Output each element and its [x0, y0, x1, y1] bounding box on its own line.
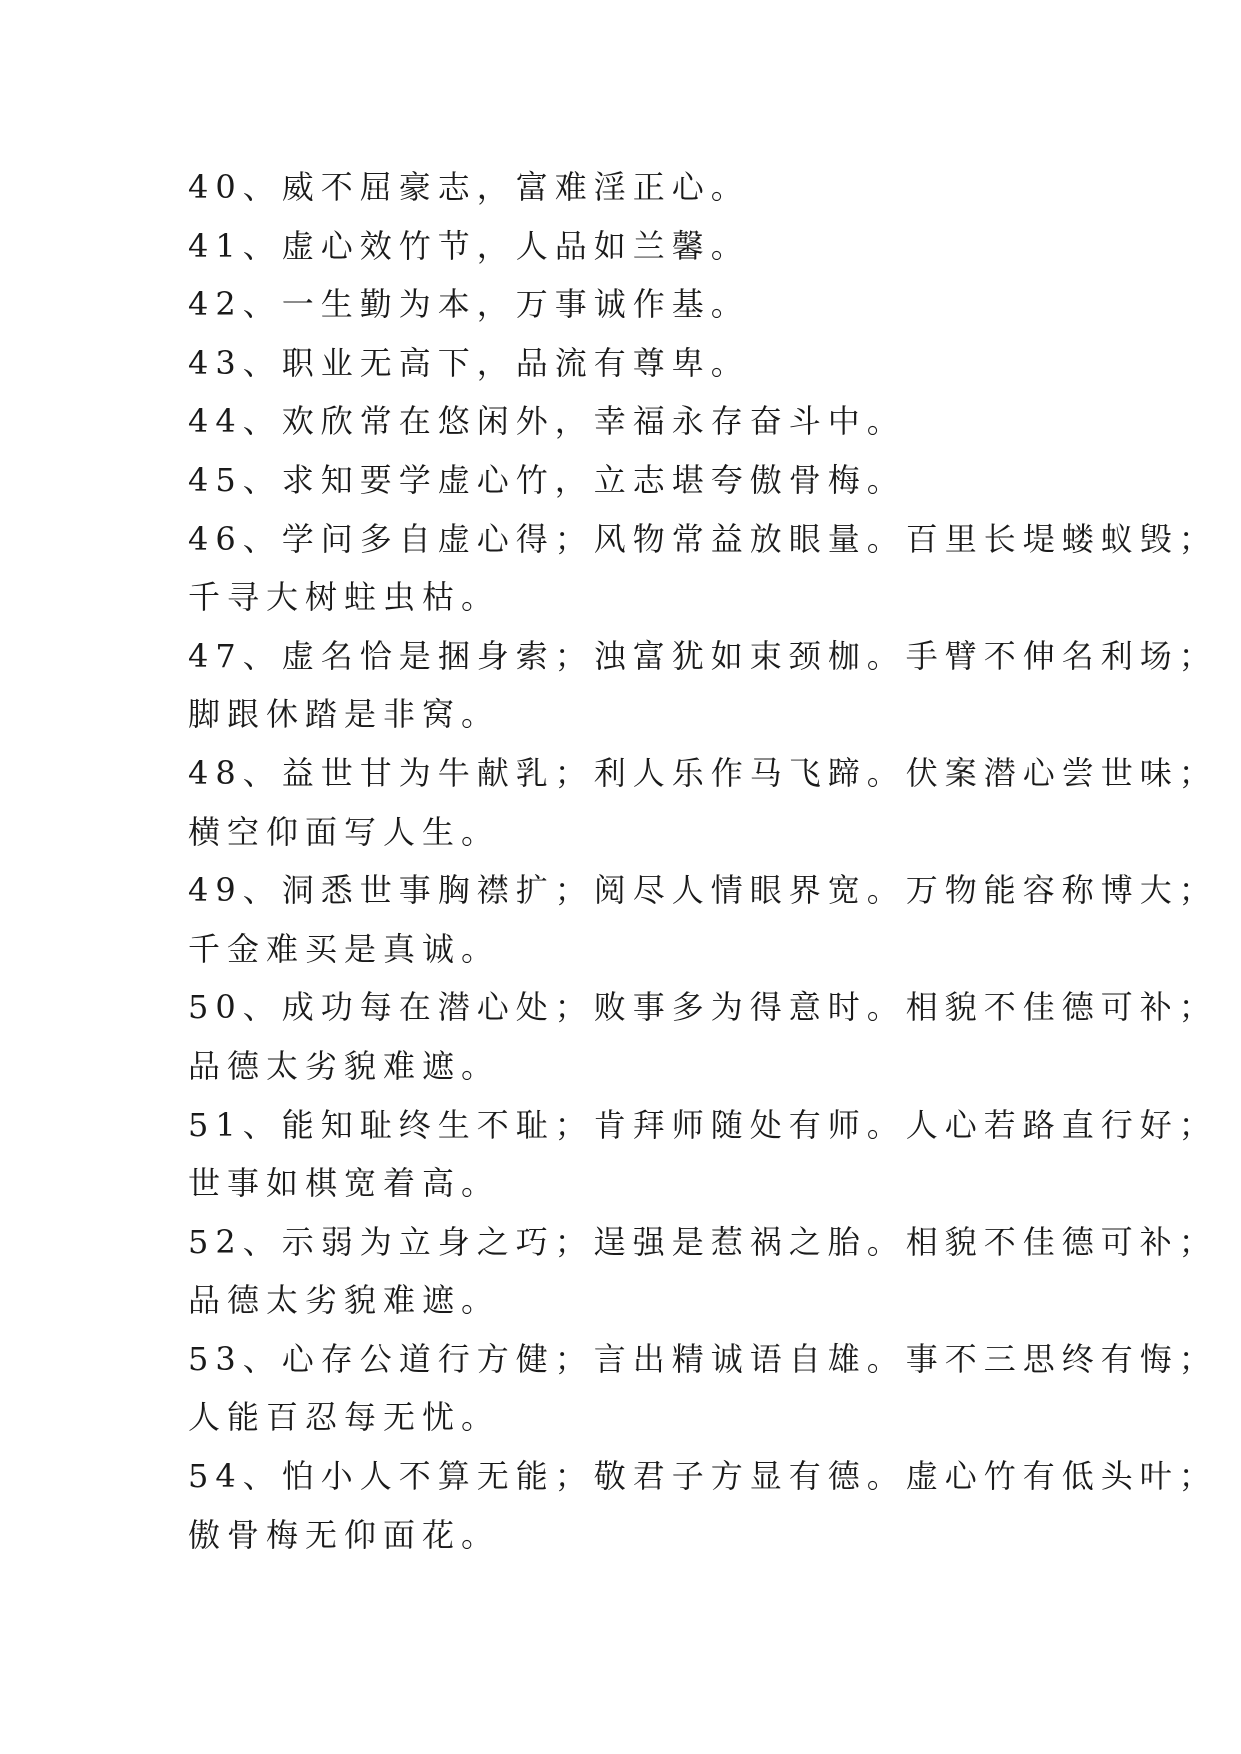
- text-line-47: 47、虚名恰是捆身索；浊富犹如束颈枷。手臂不伸名利场；: [188, 636, 1218, 675]
- text-line-49-cont: 千金难买是真诚。: [188, 929, 501, 968]
- text-line-53: 53、心存公道行方健；言出精诚语自雄。事不三思终有悔；: [188, 1339, 1218, 1378]
- text-line-46: 46、学问多自虚心得；风物常益放眼量。百里长堤蝼蚁毁；: [188, 519, 1218, 558]
- text-line-42: 42、一生勤为本，万事诚作基。: [188, 285, 750, 324]
- text-line-51: 51、能知耻终生不耻；肯拜师随处有师。人心若路直行好；: [188, 1105, 1218, 1144]
- text-body: [188, 158, 1218, 1564]
- text-line-54: 54、怕小人不算无能；敬君子方显有德。虚心竹有低头叶；: [188, 1457, 1218, 1496]
- text-line-48-cont: 横空仰面写人生。: [188, 812, 501, 851]
- text-line-44: 44、欢欣常在悠闲外，幸福永存奋斗中。: [188, 402, 906, 441]
- text-line-47-cont: 脚跟休踏是非窝。: [188, 695, 501, 734]
- text-line-53-cont: 人能百忍每无忧。: [188, 1398, 501, 1437]
- text-line-52-cont: 品德太劣貌难遮。: [188, 1281, 501, 1320]
- text-line-49: 49、洞悉世事胸襟扩；阅尽人情眼界宽。万物能容称博大；: [188, 871, 1218, 910]
- text-line-52: 52、示弱为立身之巧；逞强是惹祸之胎。相貌不佳德可补；: [188, 1222, 1218, 1261]
- text-line-41: 41、虚心效竹节，人品如兰馨。: [188, 226, 750, 265]
- text-line-43: 43、职业无高下，品流有尊卑。: [188, 343, 750, 382]
- text-line-45: 45、求知要学虚心竹，立志堪夸傲骨梅。: [188, 460, 906, 499]
- text-line-50-cont: 品德太劣貌难遮。: [188, 1046, 501, 1085]
- text-line-51-cont: 世事如棋宽着高。: [188, 1164, 501, 1203]
- text-line-48: 48、益世甘为牛献乳；利人乐作马飞蹄。伏案潜心尝世味；: [188, 753, 1218, 792]
- text-line-54-cont: 傲骨梅无仰面花。: [188, 1515, 501, 1554]
- text-line-50: 50、成功每在潜心处；败事多为得意时。相貌不佳德可补；: [188, 988, 1218, 1027]
- text-line-40: 40、威不屈豪志，富难淫正心。: [188, 168, 750, 206]
- text-line-46-cont: 千寻大树蛀虫枯。: [188, 578, 501, 617]
